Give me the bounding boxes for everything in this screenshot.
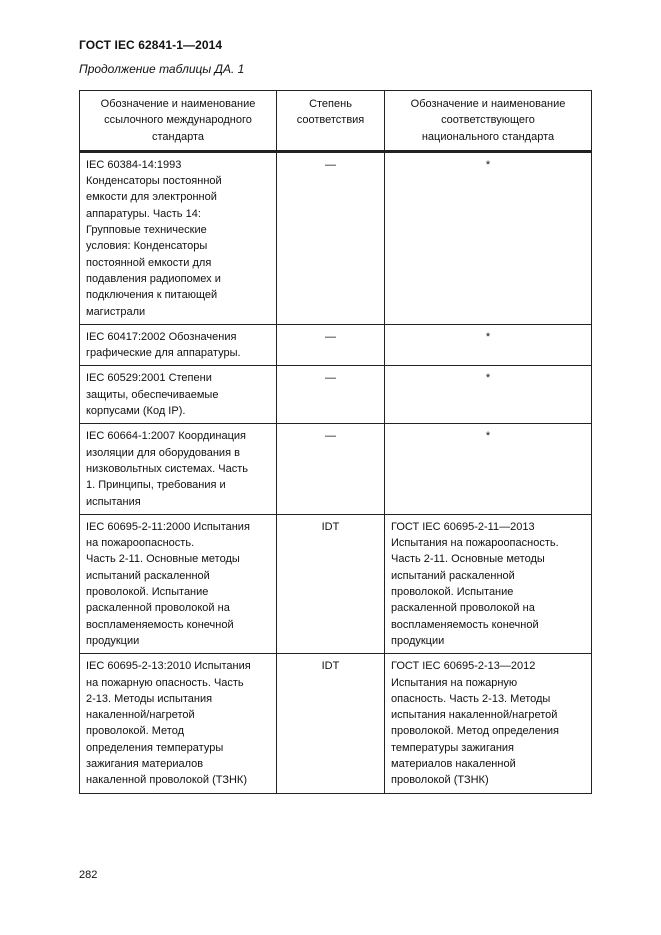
degree-of-conformity-cell: IDT	[277, 654, 385, 793]
national-standard-cell: *	[385, 366, 592, 424]
column-header-national-standard: Обозначение и наименование соответствующего национального стандарта	[385, 91, 592, 152]
table-header-row	[80, 91, 592, 152]
national-standard-cell: ГОСТ IEC 60695-2-11—2013 Испытания на пожароопасность. Часть 2-11. Основные методы испытаний раскаленной проволокой. Испытание раскаленной проволокой на воспламеняемость конечной продукции	[385, 514, 592, 653]
national-standard-cell: *	[385, 324, 592, 366]
international-standard-cell: IEC 60695-2-11:2000 Испытания на пожароопасность. Часть 2-11. Основные методы испытаний раскаленной проволокой. Испытание раскаленной проволокой на воспламеняемость конечной продукции	[80, 514, 277, 653]
column-header-degree-of-conformity: Степень соответствия	[277, 91, 385, 152]
table-row	[80, 654, 592, 793]
international-standard-cell: IEC 60664-1:2007 Координация изоляции для оборудования в низковольтных системах. Часть 1. Принципы, требования и испытания	[80, 424, 277, 514]
table-row	[80, 424, 592, 514]
page-number: 282	[79, 869, 98, 881]
national-standard-cell: ГОСТ IEC 60695-2-13—2012 Испытания на пожарную опасность. Часть 2-13. Методы испытания накаленной/нагретой проволокой. Метод определения температуры зажигания материалов накаленной проволокой (ТЗНК)	[385, 654, 592, 793]
national-standard-cell: *	[385, 151, 592, 324]
table-row	[80, 324, 592, 366]
international-standard-cell: IEC 60695-2-13:2010 Испытания на пожарную опасность. Часть 2-13. Методы испытания накаленной/нагретой проволокой. Метод определения температуры зажигания материалов накаленной проволокой (ТЗНК)	[80, 654, 277, 793]
degree-of-conformity-cell: —	[277, 151, 385, 324]
international-standard-cell: IEC 60384-14:1993 Конденсаторы постоянной емкости для электронной аппаратуры. Часть 14: Групповые технические условия: Конденсаторы постоянной емкости для подавления радиопомех и подключения к питающей магистрали	[80, 151, 277, 324]
column-header-international-standard: Обозначение и наименование ссылочного международного стандарта	[80, 91, 277, 152]
table-row	[80, 514, 592, 653]
reference-standards-table	[79, 90, 592, 794]
degree-of-conformity-cell: —	[277, 324, 385, 366]
document-code: ГОСТ IEC 62841-1—2014	[79, 38, 223, 52]
table-row	[80, 366, 592, 424]
table-continuation-caption: Продолжение таблицы ДА. 1	[79, 62, 245, 76]
table-row	[80, 151, 592, 324]
international-standard-cell: IEC 60417:2002 Обозначения графические для аппаратуры.	[80, 324, 277, 366]
degree-of-conformity-cell: IDT	[277, 514, 385, 653]
national-standard-cell: *	[385, 424, 592, 514]
degree-of-conformity-cell: —	[277, 366, 385, 424]
degree-of-conformity-cell: —	[277, 424, 385, 514]
international-standard-cell: IEC 60529:2001 Степени защиты, обеспечиваемые корпусами (Код IP).	[80, 366, 277, 424]
